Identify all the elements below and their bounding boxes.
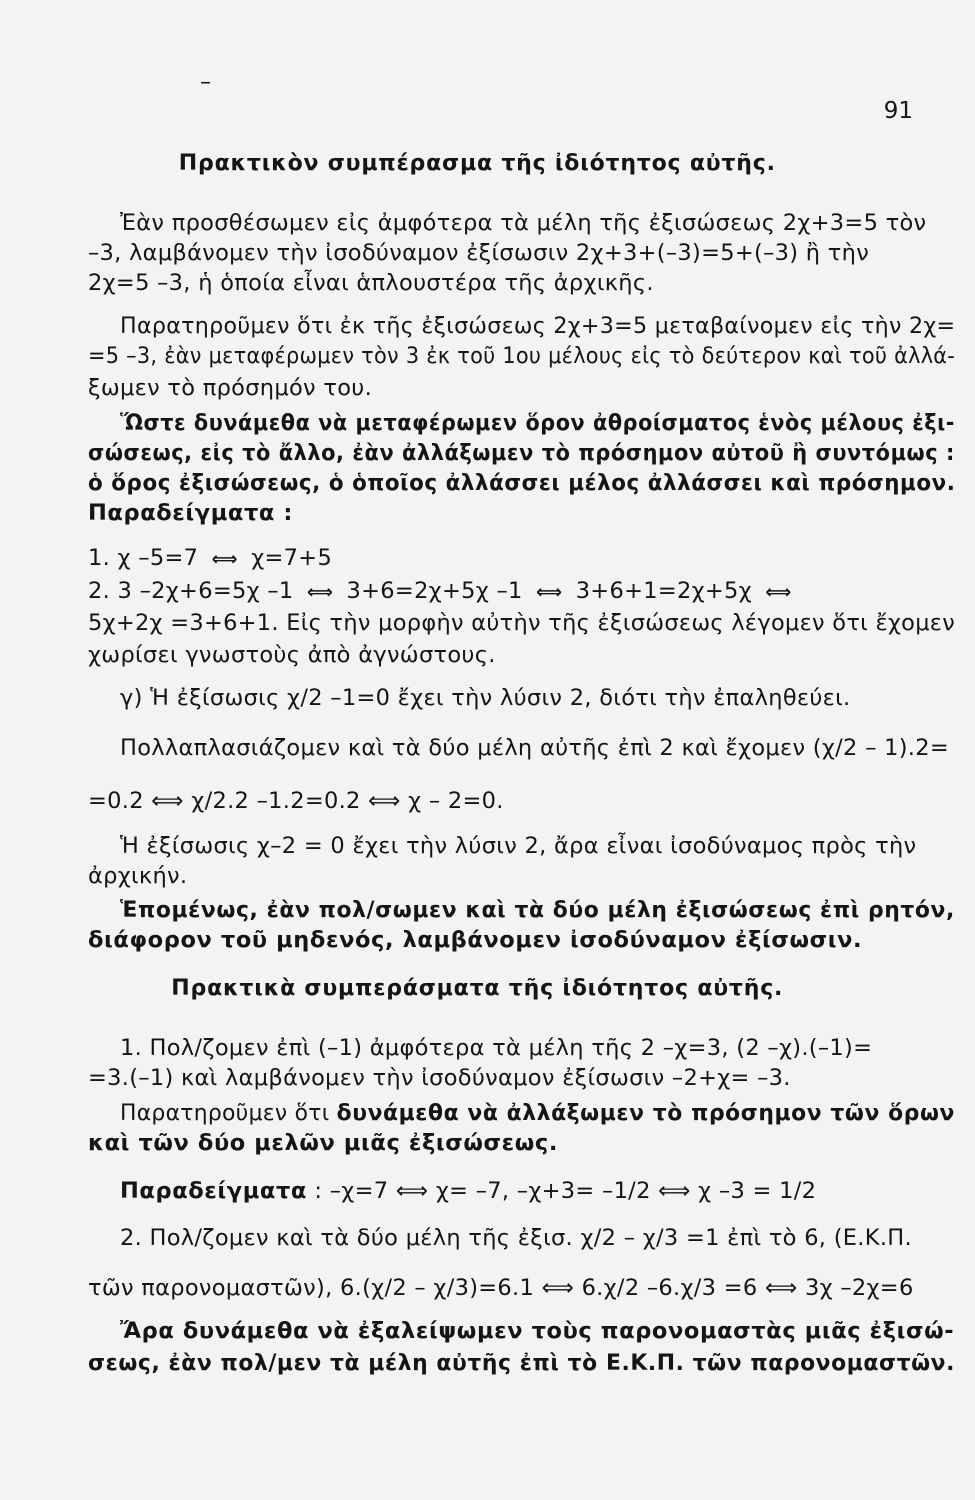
equation: 3+6+1=2χ+5χ [575,578,752,604]
paragraph-line: Πολλαπλασιάζομεν καὶ τὰ δύο μέλη αὐτῆς ἐπὶ 2 καὶ ἔχομεν (χ/2 – 1).2= [120,735,950,761]
paragraph-line: ἀρχικήν. [88,863,188,889]
equation: χ=7+5 [251,545,333,571]
example-1 [88,545,332,571]
examples-2-line [120,1178,816,1204]
rule-line: καὶ τῶν δύο μελῶν μιᾶς ἐξισώσεως. [88,1130,558,1156]
equivalence-arrow-icon: ⟺ [765,582,792,603]
examples-heading: Παραδείγματα [120,1178,307,1204]
rule-line: σεως, ἐὰν πολ/μεν τὰ μέλη αὐτῆς ἐπὶ τὸ Ε.Κ.Π. τῶν παρονομαστῶν. [88,1350,956,1376]
section-title-1: Πρακτικὸν συμπέρασμα τῆς ἰδιότητος αὐτῆς. [178,150,776,176]
rule-line: διάφορον τοῦ μηδενός, λαμβάνομεν ἰσοδύναμον ἐξίσωσιν. [88,927,863,953]
equation: : –χ=7 ⟺ χ= –7, –χ+3= –1/2 ⟺ χ –3 = 1/2 [314,1178,817,1204]
examples-heading: Παραδείγματα : [88,500,293,526]
paragraph-line: 2χ=5 –3, ἡ ὁποία εἶναι ἁπλουστέρα τῆς ἀρχικῆς. [88,270,654,296]
paragraph-line: Παρατηροῦμεν ὅτι ἐκ τῆς ἐξισώσεως 2χ+3=5 μεταβαίνομεν εἰς τὴν 2χ= [120,313,956,339]
page-number: 91 [883,98,913,124]
rule-text: δυνάμεθα νὰ ἀλλάξωμεν τὸ πρόσημον τῶν ὅρων [336,1100,955,1126]
rule-line: Ἄρα δυνάμεθα νὰ ἐξαλείψωμεν τοὺς παρονομαστὰς μιᾶς ἐξισώ- [120,1318,955,1344]
paragraph-line: γ) Ἡ ἐξίσωσις χ/2 –1=0 ἔχει τὴν λύσιν 2, διότι τὴν ἐπαληθεύει. [120,685,851,711]
paragraph-line: 2. Πολ/ζομεν καὶ τὰ δύο μέλη τῆς ἐξισ. χ/2 – χ/3 =1 ἐπὶ τὸ 6, (Ε.Κ.Π. [120,1225,912,1251]
example-number: 2. [88,578,111,604]
example-2 [88,578,798,604]
paragraph-line: =0.2 ⟺ χ/2.2 –1.2=0.2 ⟺ χ – 2=0. [88,788,504,814]
section-title-2: Πρακτικὰ συμπεράσματα τῆς ἰδιότητος αὐτῆς. [171,975,784,1001]
equivalence-arrow-icon: ⟺ [536,582,563,603]
paragraph-line: Ἡ ἐξίσωσις χ–2 = 0 ἔχει τὴν λύσιν 2, ἄρα εἶναι ἰσοδύναμος πρὸς τὴν [120,833,917,859]
rule-line: ὁ ὅρος ἐξισώσεως, ὁ ὁποῖος ἀλλάσσει μέλος ἀλλάσσει καὶ πρόσημον. [88,470,956,496]
paragraph-line: Ἐὰν προσθέσωμεν εἰς ἀμφότερα τὰ μέλη τῆς ἐξισώσεως 2χ+3=5 τὸν [120,210,927,236]
paragraph-line: 5χ+2χ =3+6+1. Εἰς τὴν μορφὴν αὐτὴν τῆς ἐξισώσεως λέγομεν ὅτι ἔχομεν [88,610,956,636]
rule-3-line [120,1100,955,1126]
equation: 3+6=2χ+5χ –1 [346,578,523,604]
equation: χ –5=7 [117,545,199,571]
equivalence-arrow-icon: ⟺ [306,582,334,603]
paragraph-line: =5 –3, ἐὰν μεταφέρωμεν τὸν 3 ἐκ τοῦ 1ου μέλους εἰς τὸ δεύτερον καὶ τοῦ ἀλλά- [88,343,956,369]
paragraph-line: –3, λαμβάνομεν τὴν ἰσοδύναμον ἐξίσωσιν 2χ+3+(–3)=5+(–3) ἢ τὴν [88,240,870,266]
paragraph-line: ξωμεν τὸ πρόσημόν του. [88,375,373,401]
rule-line: Ὥστε δυνάμεθα νὰ μεταφέρωμεν ὅρον ἀθροίσματος ἑνὸς μέλους ἐξι- [120,410,955,436]
equivalence-arrow-icon: ⟺ [211,549,238,570]
header-dash: – [200,70,211,95]
paragraph-line: χωρίσει γνωστοὺς ἀπὸ ἀγνώστους. [88,642,496,668]
rule-line: σώσεως, εἰς τὸ ἄλλο, ἐὰν ἀλλάξωμεν τὸ πρόσημον αὐτοῦ ἢ συντόμως : [88,440,955,466]
equation: 3 –2χ+6=5χ –1 [117,578,294,604]
paragraph-line: =3.(–1) καὶ λαμβάνομεν τὴν ἰσοδύναμον ἐξίσωσιν –2+χ= –3. [88,1065,791,1091]
paragraph-text: Παρατηροῦμεν ὅτι [120,1100,330,1126]
paragraph-line: τῶν παρονομαστῶν), 6.(χ/2 – χ/3)=6.1 ⟺ 6.χ/2 –6.χ/3 =6 ⟺ 3χ –2χ=6 [88,1275,914,1301]
rule-line: Ἑπομένως, ἐὰν πολ/σωμεν καὶ τὰ δύο μέλη ἐξισώσεως ἐπὶ ρητόν, [120,897,955,923]
example-number: 1. [88,545,111,571]
paragraph-line: 1. Πολ/ζομεν ἐπὶ (–1) ἀμφότερα τὰ μέλη τῆς 2 –χ=3, (2 –χ).(–1)= [120,1035,873,1061]
